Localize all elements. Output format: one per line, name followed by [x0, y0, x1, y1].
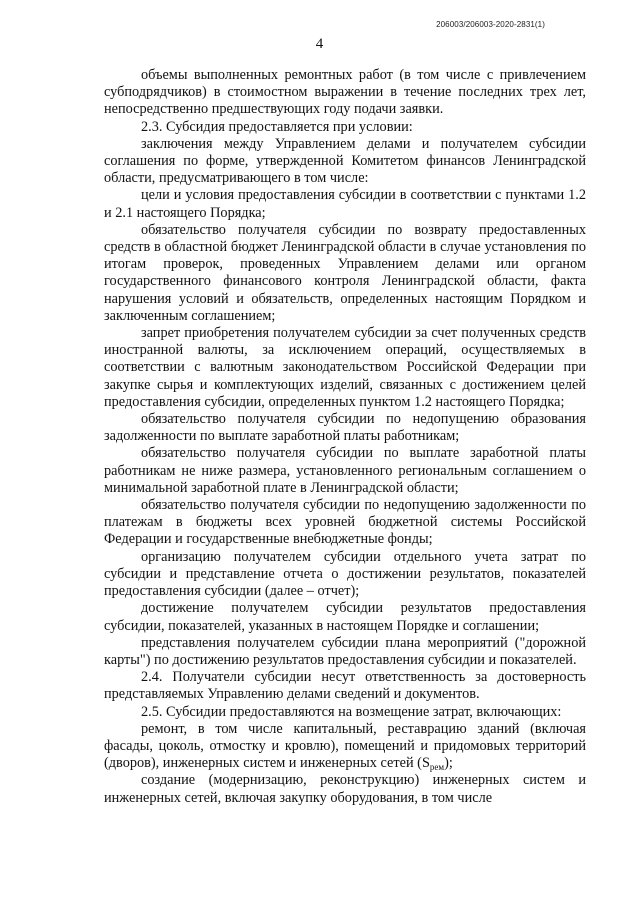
- paragraph: создание (модернизацию, реконструкцию) инженерных систем и инженерных сетей, включая закупку оборудования, в том числе: [104, 772, 586, 806]
- paragraph: представления получателем субсидии плана мероприятий ("дорожной карты") по достижению результатов предоставления субсидии и показателей.: [104, 634, 586, 668]
- paragraph: 2.3. Субсидия предоставляется при условии:: [141, 118, 413, 135]
- paragraph: 2.4. Получатели субсидии несут ответственность за достоверность представляемых Управлению делами сведений и документов.: [104, 669, 586, 703]
- paragraph: обязательство получателя субсидии по недопущению задолженности по платежам в бюджеты всех уровней бюджетной системы Российской Федерации и государственные внебюджетные фонды;: [104, 497, 586, 548]
- paragraph: обязательство получателя субсидии по выплате заработной платы работникам не ниже размера, установленного региональным соглашением о минимальной заработной плате в Ленинградской области;: [104, 445, 586, 496]
- page-number: 4: [315, 36, 324, 52]
- paragraph: запрет приобретения получателем субсидии за счет полученных средств иностранной валюты, за исключением операций, осуществляемых в соответствии с валютным законодательством Российской Федерации при закупке сырья и комплектующих изделий, связанных с достижением целей предоставления субсидии, определенных пунктом 1.2 настоящего Порядка;: [104, 325, 586, 410]
- paragraph: обязательство получателя субсидии по возврату предоставленных средств в областной бюджет Ленинградской области в случае установления по итогам проверок, проведенных Управлением делами или органом государственного финансового контроля Ленинградской области, факта нарушения условий и обязательств, определенных настоящим Порядком и заключенным соглашением;: [104, 221, 586, 324]
- paragraph: заключения между Управлением делами и получателем субсидии соглашения по форме, утвержденной Комитетом финансов Ленинградской области, предусматривающего в том числе:: [104, 135, 586, 187]
- paragraph: организацию получателем субсидии отдельного учета затрат по субсидии и представление отчета о достижении результатов, показателей предоставления субсидии (далее – отчет);: [104, 548, 586, 600]
- paragraph: цели и условия предоставления субсидии в соответствии с пунктами 1.2 и 2.1 настоящего Порядка;: [104, 187, 586, 221]
- paragraph-text: ремонт, в том числе капитальный, реставрацию зданий (включая фасады, цоколь, отмостку и кровлю), помещений и придомовых территорий (дворов), инженерных систем и инженерных сетей (S: [104, 720, 586, 772]
- subscript-text: рем: [429, 762, 445, 773]
- document-body: [104, 67, 586, 807]
- paragraph: обязательство получателя субсидии по недопущению образования задолженности по выплате заработной платы работникам;: [104, 411, 586, 445]
- paragraph: 2.5. Субсидии предоставляются на возмещение затрат, включающих:: [141, 703, 562, 720]
- paragraph: объемы выполненных ремонтных работ (в том числе с привлечением субподрядчиков) в стоимостном выражении в течение последних трех лет, непосредственно предшествующих году подачи заявки.: [104, 67, 586, 118]
- paragraph-with-subscript: [104, 721, 586, 773]
- paragraph: достижение получателем субсидии результатов предоставления субсидии, показателей, указанных в настоящем Порядке и соглашении;: [104, 600, 586, 634]
- paragraph-text-end: );: [444, 755, 453, 772]
- document-number: 206003/206003-2020-2831(1): [436, 20, 545, 29]
